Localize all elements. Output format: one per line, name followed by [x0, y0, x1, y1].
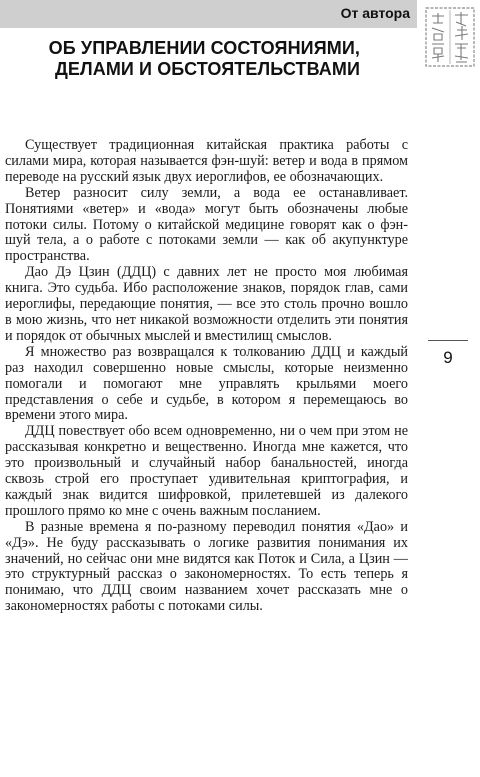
paragraph: Я множество раз возвращался к толкованию ДДЦ и каждый раз находил совершенно новые смыслы, которые неизменно помогали и помогают мне управлять крыльями моего представления о себе и судьбе, в котором я перемещаюсь во времени этого мира. — [5, 343, 408, 424]
page-number: 9 — [443, 348, 453, 367]
chapter-title-line-2: ДЕЛАМИ И ОБСТОЯТЕЛЬСТВАМИ — [54, 59, 360, 79]
body-text — [5, 138, 408, 615]
chapter-title-line-1: ОБ УПРАВЛЕНИИ СОСТОЯНИЯМИ, — [48, 38, 360, 58]
paragraph: ДДЦ повествует обо всем одновременно, ни о чем при этом не рассказывая конкретно и вещественно. Иногда мне кажется, что это произвольный и случайный набор банальностей, иногда сквозь строй его проступает удивительная криптография, и каждый знак видится шифровкой, прилетевшей из далекого прошлого прямо ко мне с очень важным посланием. — [5, 423, 408, 519]
section-label: От автора — [340, 5, 410, 21]
paragraph: В разные времена я по-разному переводил понятия «Дао» и «Дэ». Не буду рассказывать о логике развития понимания их значений, но сейчас они мне видятся как Поток и Сила, а Цзин — это структурный рассказ о закономерностях. То есть теперь я понимаю, что ДДЦ своим названием хочет рассказать мне о закономерностях работы с потоками силы. — [5, 518, 408, 615]
seal-stamp-icon — [424, 6, 476, 68]
chapter-title — [20, 38, 360, 80]
paragraph: Существует традиционная китайская практика работы с силами мира, которая называется фэн-шуй: ветер и вода в прямом переводе на русский язык двух иероглифов, ее обозначающих. — [5, 137, 408, 185]
paragraph: Ветер разносит силу земли, а вода ее останавливает. Понятиями «ветер» и «вода» могут быть обозначены любые потоки силы. Потому о китайской медицине говорят как о фэн-шуй тела, а о работе с потоками земли — как об акупунктуре пространства. — [5, 184, 408, 265]
page-number-rule — [428, 340, 468, 341]
paragraph: Дао Дэ Цзин (ДДЦ) с давних лет не просто моя любимая книга. Это судьба. Ибо расположение знаков, порядок глав, сами иероглифы, передающие понятия, — все это столь прочно вошло в мою жизнь, что нет никакой возможности отделить эти понятия и порядок от обычных мыслей и вместилищ смыслов. — [5, 264, 408, 344]
